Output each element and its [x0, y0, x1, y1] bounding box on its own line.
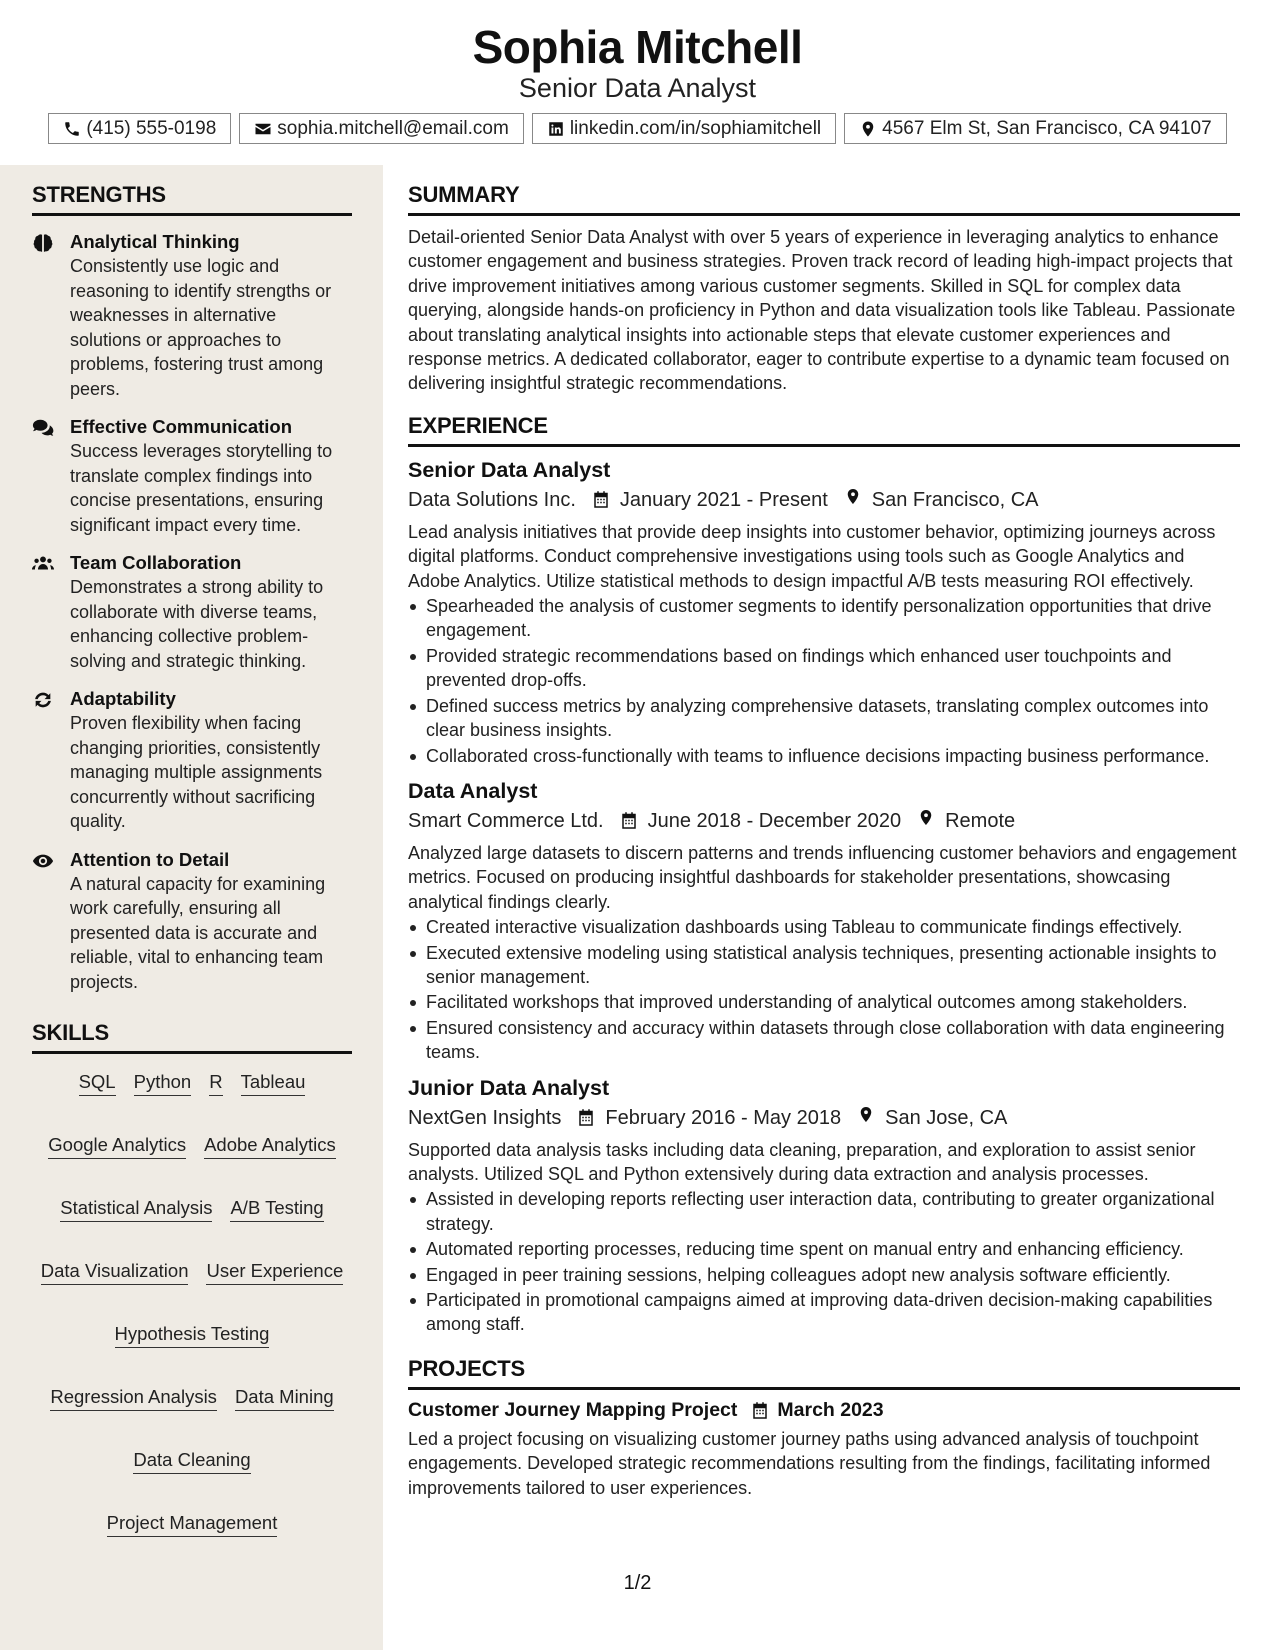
project-date: March 2023: [777, 1398, 884, 1421]
job-location: San Francisco, CA: [871, 488, 1039, 511]
skill-tag: Data Mining: [235, 1386, 334, 1411]
job-dates: February 2016 - May 2018: [605, 1106, 842, 1129]
job-entry: [408, 1074, 1240, 1337]
skill-tag: Google Analytics: [48, 1134, 186, 1159]
calendar-icon: [620, 811, 638, 830]
linkedin-icon: [547, 120, 565, 138]
job-description: Supported data analysis tasks including data cleaning, preparation, and exploration to assist senior analysts. Utilized SQL and Python extensively during data extraction and analysis processes.: [408, 1139, 1196, 1184]
summary-text: Detail-oriented Senior Data Analyst with over 5 years of experience in leveraging analytics to enhance customer engagement and business strategies. Proven track record of leading high-impact projects that drive improvement initiatives among various customer segments. Skilled in SQL for complex data querying, alongside hands-on proficiency in Python and data visualization tools like Tableau. Passionate about translating analytical insights into actionable steps that elevate customer experiences and response metrics. A dedicated collaborator, eager to contribute expertise to a dynamic team focused on delivering insightful strategic recommendations.: [408, 227, 1236, 394]
skill-tag: SQL: [79, 1071, 116, 1096]
skill-tag: Adobe Analytics: [204, 1134, 336, 1159]
sidebar: [0, 165, 383, 1650]
job-description: Analyzed large datasets to discern patterns and trends influencing customer behaviors and engagement metrics. Focused on producing insightful dashboards for stakeholder presentations, showcasing analytical findings clearly.: [408, 842, 1237, 912]
bullet-item: Spearheaded the analysis of customer segments to identify personalization opportunities that drive engagement.: [408, 594, 1240, 643]
projects-heading: PROJECTS: [408, 1356, 1240, 1390]
strength-item: [32, 551, 352, 673]
job-location: San Jose, CA: [885, 1106, 1008, 1129]
strength-item: [32, 848, 352, 995]
bullet-item: Provided strategic recommendations based on findings which enhanced user touchpoints and prevented drop-offs.: [408, 644, 1240, 693]
skill-tag: Statistical Analysis: [60, 1197, 212, 1222]
page-number: 1/2: [623, 1572, 652, 1594]
strength-desc: A natural capacity for examining work carefully, ensuring all presented data is accurate and reliable, vital to enhancing team projects.: [70, 873, 326, 992]
main-column: [408, 165, 1240, 1500]
strength-name: Effective Communication: [70, 416, 293, 437]
strength-item: [32, 230, 352, 401]
job-dates: January 2021 - Present: [619, 488, 828, 511]
strengths-heading: STRENGTHS: [32, 182, 352, 216]
bullet-item: Engaged in peer training sessions, helping colleagues adopt new analysis software efficiently.: [408, 1263, 1240, 1287]
bullet-item: Facilitated workshops that improved understanding of analytical outcomes among stakeholders.: [408, 990, 1240, 1014]
strength-name: Adaptability: [70, 688, 176, 709]
project-entry: [408, 1399, 1240, 1500]
envelope-icon: [254, 120, 272, 138]
skill-tag: Hypothesis Testing: [115, 1323, 270, 1348]
job-bullets: [408, 915, 1240, 1064]
job-meta: [408, 1105, 1240, 1131]
map-marker-icon: [917, 808, 935, 827]
job-description: Lead analysis initiatives that provide deep insights into customer behavior, optimizing journeys across digital platforms. Conduct comprehensive investigations using tools such as Google Analytics and Adobe Analytics. Utilize statistical methods to design impactful A/B tests measuring ROI effectively.: [408, 521, 1216, 591]
strength-desc: Consistently use logic and reasoning to identify strengths or weaknesses in alternative solutions or approaches to problems, fostering trust among peers.: [70, 256, 332, 399]
users-icon: [32, 553, 54, 575]
job-bullets: [408, 1187, 1240, 1336]
skill-tag: Regression Analysis: [50, 1386, 217, 1411]
skill-tag: R: [209, 1071, 222, 1096]
job-entry: [408, 456, 1240, 768]
job-meta: [408, 487, 1240, 513]
contact-linkedin[interactable]: [532, 113, 836, 144]
calendar-icon: [577, 1108, 595, 1127]
phone-icon: [63, 120, 81, 138]
map-marker-icon: [859, 120, 877, 138]
email-text: sophia.mitchell@email.com: [277, 117, 509, 139]
summary-heading: SUMMARY: [408, 182, 1240, 216]
job-company: Data Solutions Inc.: [408, 488, 576, 511]
skill-tag: User Experience: [206, 1260, 343, 1285]
skill-tag: Project Management: [107, 1512, 278, 1537]
job-title: Data Analyst: [408, 778, 538, 803]
contact-bar: [0, 113, 1275, 144]
skills-list: [32, 1071, 352, 1537]
skill-tag: A/B Testing: [230, 1197, 323, 1222]
map-marker-icon: [857, 1105, 875, 1124]
bullet-item: Defined success metrics by analyzing comprehensive datasets, translating complex outcomes into clear business insights.: [408, 694, 1240, 743]
calendar-icon: [592, 490, 610, 509]
strength-name: Team Collaboration: [70, 552, 242, 573]
job-title: Senior Data Analyst: [408, 457, 611, 482]
candidate-name: Sophia Mitchell: [472, 21, 803, 73]
bullet-item: Executed extensive modeling using statistical analysis techniques, presenting actionable insights to senior management.: [408, 941, 1240, 990]
strength-desc: Proven flexibility when facing changing priorities, consistently managing multiple assignments concurrently without sacrificing quality.: [70, 713, 323, 831]
strength-name: Attention to Detail: [70, 848, 230, 870]
eye-icon: [32, 850, 54, 872]
linkedin-text: linkedin.com/in/sophiamitchell: [569, 117, 822, 139]
skill-tag: Python: [134, 1071, 192, 1096]
job-title: Junior Data Analyst: [408, 1075, 610, 1100]
job-bullets: [408, 594, 1240, 768]
job-entry: [408, 777, 1240, 1065]
experience-heading: EXPERIENCE: [408, 413, 1240, 447]
calendar-icon: [751, 1401, 769, 1420]
job-company: NextGen Insights: [408, 1106, 562, 1129]
skill-tag: Tableau: [241, 1071, 306, 1096]
skill-tag: Data Visualization: [41, 1260, 189, 1285]
sync-icon: [32, 689, 54, 711]
strength-desc: Success leverages storytelling to translate complex findings into concise presentations, ensuring significant impact every time.: [70, 441, 333, 535]
contact-email[interactable]: [239, 113, 524, 144]
contact-address: [844, 113, 1227, 144]
skills-heading: SKILLS: [32, 1020, 352, 1054]
strength-item: [32, 687, 352, 834]
bullet-item: Automated reporting processes, reducing time spent on manual entry and enhancing efficiency.: [408, 1237, 1240, 1261]
bullet-item: Collaborated cross-functionally with teams to influence decisions impacting business performance.: [408, 744, 1240, 768]
bullet-item: Participated in promotional campaigns aimed at improving data-driven decision-making capabilities among staff.: [408, 1288, 1240, 1337]
job-dates: June 2018 - December 2020: [647, 809, 902, 832]
bullet-item: Created interactive visualization dashboards using Tableau to communicate findings effectively.: [408, 915, 1240, 939]
job-location: Remote: [945, 809, 1016, 832]
phone-text: (415) 555-0198: [86, 117, 217, 139]
job-meta: [408, 808, 1240, 834]
project-description: Led a project focusing on visualizing customer journey paths using advanced analysis of touchpoint engagements. Developed strategic recommendations resulting from the findings, facilitating informed improvements tailored to user experiences.: [408, 1428, 1211, 1498]
map-marker-icon: [844, 487, 862, 506]
comments-icon: [32, 417, 54, 439]
strength-desc: Demonstrates a strong ability to collaborate with diverse teams, enhancing collective problem-solving and strategic thinking.: [70, 577, 324, 671]
project-title: Customer Journey Mapping Project: [408, 1398, 738, 1421]
contact-phone[interactable]: [48, 113, 231, 144]
skill-tag: Data Cleaning: [133, 1449, 250, 1474]
strength-item: [32, 415, 352, 537]
bullet-item: Assisted in developing reports reflecting user interaction data, contributing to greater organizational strategy.: [408, 1187, 1240, 1236]
candidate-title: Senior Data Analyst: [518, 73, 757, 103]
bullet-item: Ensured consistency and accuracy within datasets through close collaboration with data engineering teams.: [408, 1016, 1240, 1065]
resume-header: [0, 0, 1275, 160]
strength-name: Analytical Thinking: [70, 231, 240, 252]
address-text: 4567 Elm St, San Francisco, CA 94107: [882, 117, 1212, 139]
job-company: Smart Commerce Ltd.: [408, 809, 604, 832]
brain-icon: [32, 232, 54, 254]
